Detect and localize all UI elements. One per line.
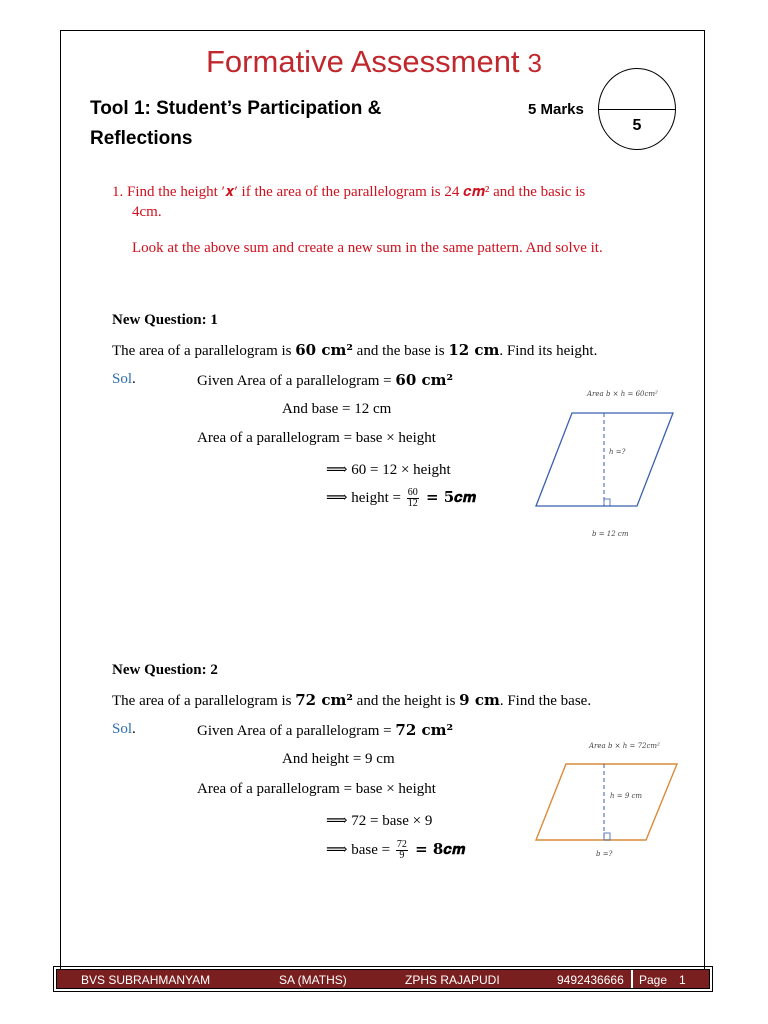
question1-substitution: ⟹ 60 = 12 × height [326, 462, 451, 478]
question1-result [326, 488, 476, 509]
question1-result-prefix: ⟹ height = [326, 490, 405, 506]
footer-bar [56, 969, 710, 989]
question2-fraction-numerator: 72 [396, 839, 407, 851]
question2-given-value: 72 cm² [395, 721, 454, 739]
question1-fraction-denominator: 12 [407, 498, 418, 510]
title-number: 3 [527, 48, 543, 78]
question1-diagram-height-label: h =? [609, 448, 626, 456]
prompt-instruction: Look at the above sum and create a new sum in the same pattern. And solve it. [132, 240, 603, 256]
question1-diagram-base-label: b = 12 cm [592, 530, 629, 538]
question1-statement-e: . Find its height. [499, 343, 598, 359]
question2-statement-c: and the height is [352, 693, 460, 709]
marks-label: 5 Marks [528, 101, 584, 118]
question2-right-angle [604, 833, 610, 840]
footer-school: ZPHS RAJAPUDI [405, 973, 500, 987]
question2-height-value: 9 cm [459, 691, 500, 709]
question2-parallelogram-diagram [534, 736, 682, 864]
question1-formula: Area of a parallelogram = base × height [197, 430, 436, 446]
title-text: Formative Assessment [206, 44, 520, 79]
footer-page-box [631, 970, 709, 988]
question2-diagram-base-label: b =? [596, 850, 613, 858]
question1-base-value: 12 cm [448, 341, 500, 359]
question2-given [197, 721, 453, 740]
footer-name: BVS SUBRAHMANYAM [81, 973, 211, 987]
question2-result [326, 840, 465, 861]
question1-diagram-area-label: Area b × h = 60cm² [587, 390, 658, 398]
question2-diagram-height-label: h = 9 cm [610, 792, 643, 800]
question2-sol-label [112, 721, 136, 738]
question2-height-line: And height = 9 cm [282, 751, 395, 767]
question1-statement [112, 341, 597, 360]
question2-statement [112, 691, 591, 710]
score-circle [598, 68, 676, 150]
question1-fraction-numerator: 60 [407, 487, 418, 499]
question1-heading: New Question: 1 [112, 312, 218, 328]
footer-page-label: Page [639, 973, 668, 987]
question2-parallelogram [536, 764, 677, 840]
question2-statement-e: . Find the base. [499, 693, 592, 709]
question1-fraction [407, 488, 419, 509]
question1-statement-c: and the base is [352, 343, 449, 359]
question2-result-prefix: ⟹ base = [326, 842, 394, 858]
prompt-question-line1: 1. Find the height ′𝒙′ if the area of the parallelogram is 24 𝒄𝒎² and the basic is [112, 184, 586, 200]
question2-answer: = 8𝒄𝒎 [409, 840, 466, 858]
tool-heading-line1: Tool 1: Student’s Participation & [90, 98, 382, 119]
question1-parallelogram-diagram [534, 382, 679, 542]
page-footer [53, 966, 713, 992]
question2-sol-text: Sol [112, 721, 133, 737]
question1-area-value: 60 cm² [295, 341, 353, 359]
question1-base-line: And base = 12 cm [282, 401, 392, 417]
score-value: 5 [632, 117, 642, 134]
question1-answer: = 𝟓𝒄𝒎 [420, 488, 476, 506]
question2-fraction [396, 840, 408, 861]
question2-sol-dot: . [132, 721, 136, 737]
question1-sol-dot: . [132, 371, 136, 387]
question1-given-value: 60 cm² [395, 371, 454, 389]
question2-substitution: ⟹ 72 = base × 9 [326, 813, 433, 829]
footer-page-number: 1 [679, 973, 686, 987]
question2-formula: Area of a parallelogram = base × height [197, 781, 436, 797]
question2-given-text: Given Area of a parallelogram = [197, 723, 396, 739]
question1-sol-text: Sol [112, 371, 133, 387]
prompt-question-line2: 4cm. [132, 204, 162, 220]
question1-sol-label [112, 371, 136, 388]
footer-phone: 9492436666 [557, 973, 624, 987]
question1-given [197, 371, 453, 390]
page-title [206, 44, 542, 80]
question2-heading: New Question: 2 [112, 662, 218, 678]
question2-statement-a: The area of a parallelogram is [112, 693, 296, 709]
question1-right-angle [604, 499, 610, 506]
question1-statement-a: The area of a parallelogram is [112, 343, 296, 359]
question2-area-value: 72 cm² [295, 691, 353, 709]
score-divider [599, 109, 675, 110]
footer-designation: SA (MATHS) [279, 973, 347, 987]
tool-heading [90, 94, 381, 154]
question1-given-text: Given Area of a parallelogram = [197, 373, 396, 389]
question2-diagram-area-label: Area b × h = 72cm² [589, 742, 660, 750]
tool-heading-line2: Reflections [90, 128, 193, 149]
question2-fraction-denominator: 9 [399, 850, 405, 862]
